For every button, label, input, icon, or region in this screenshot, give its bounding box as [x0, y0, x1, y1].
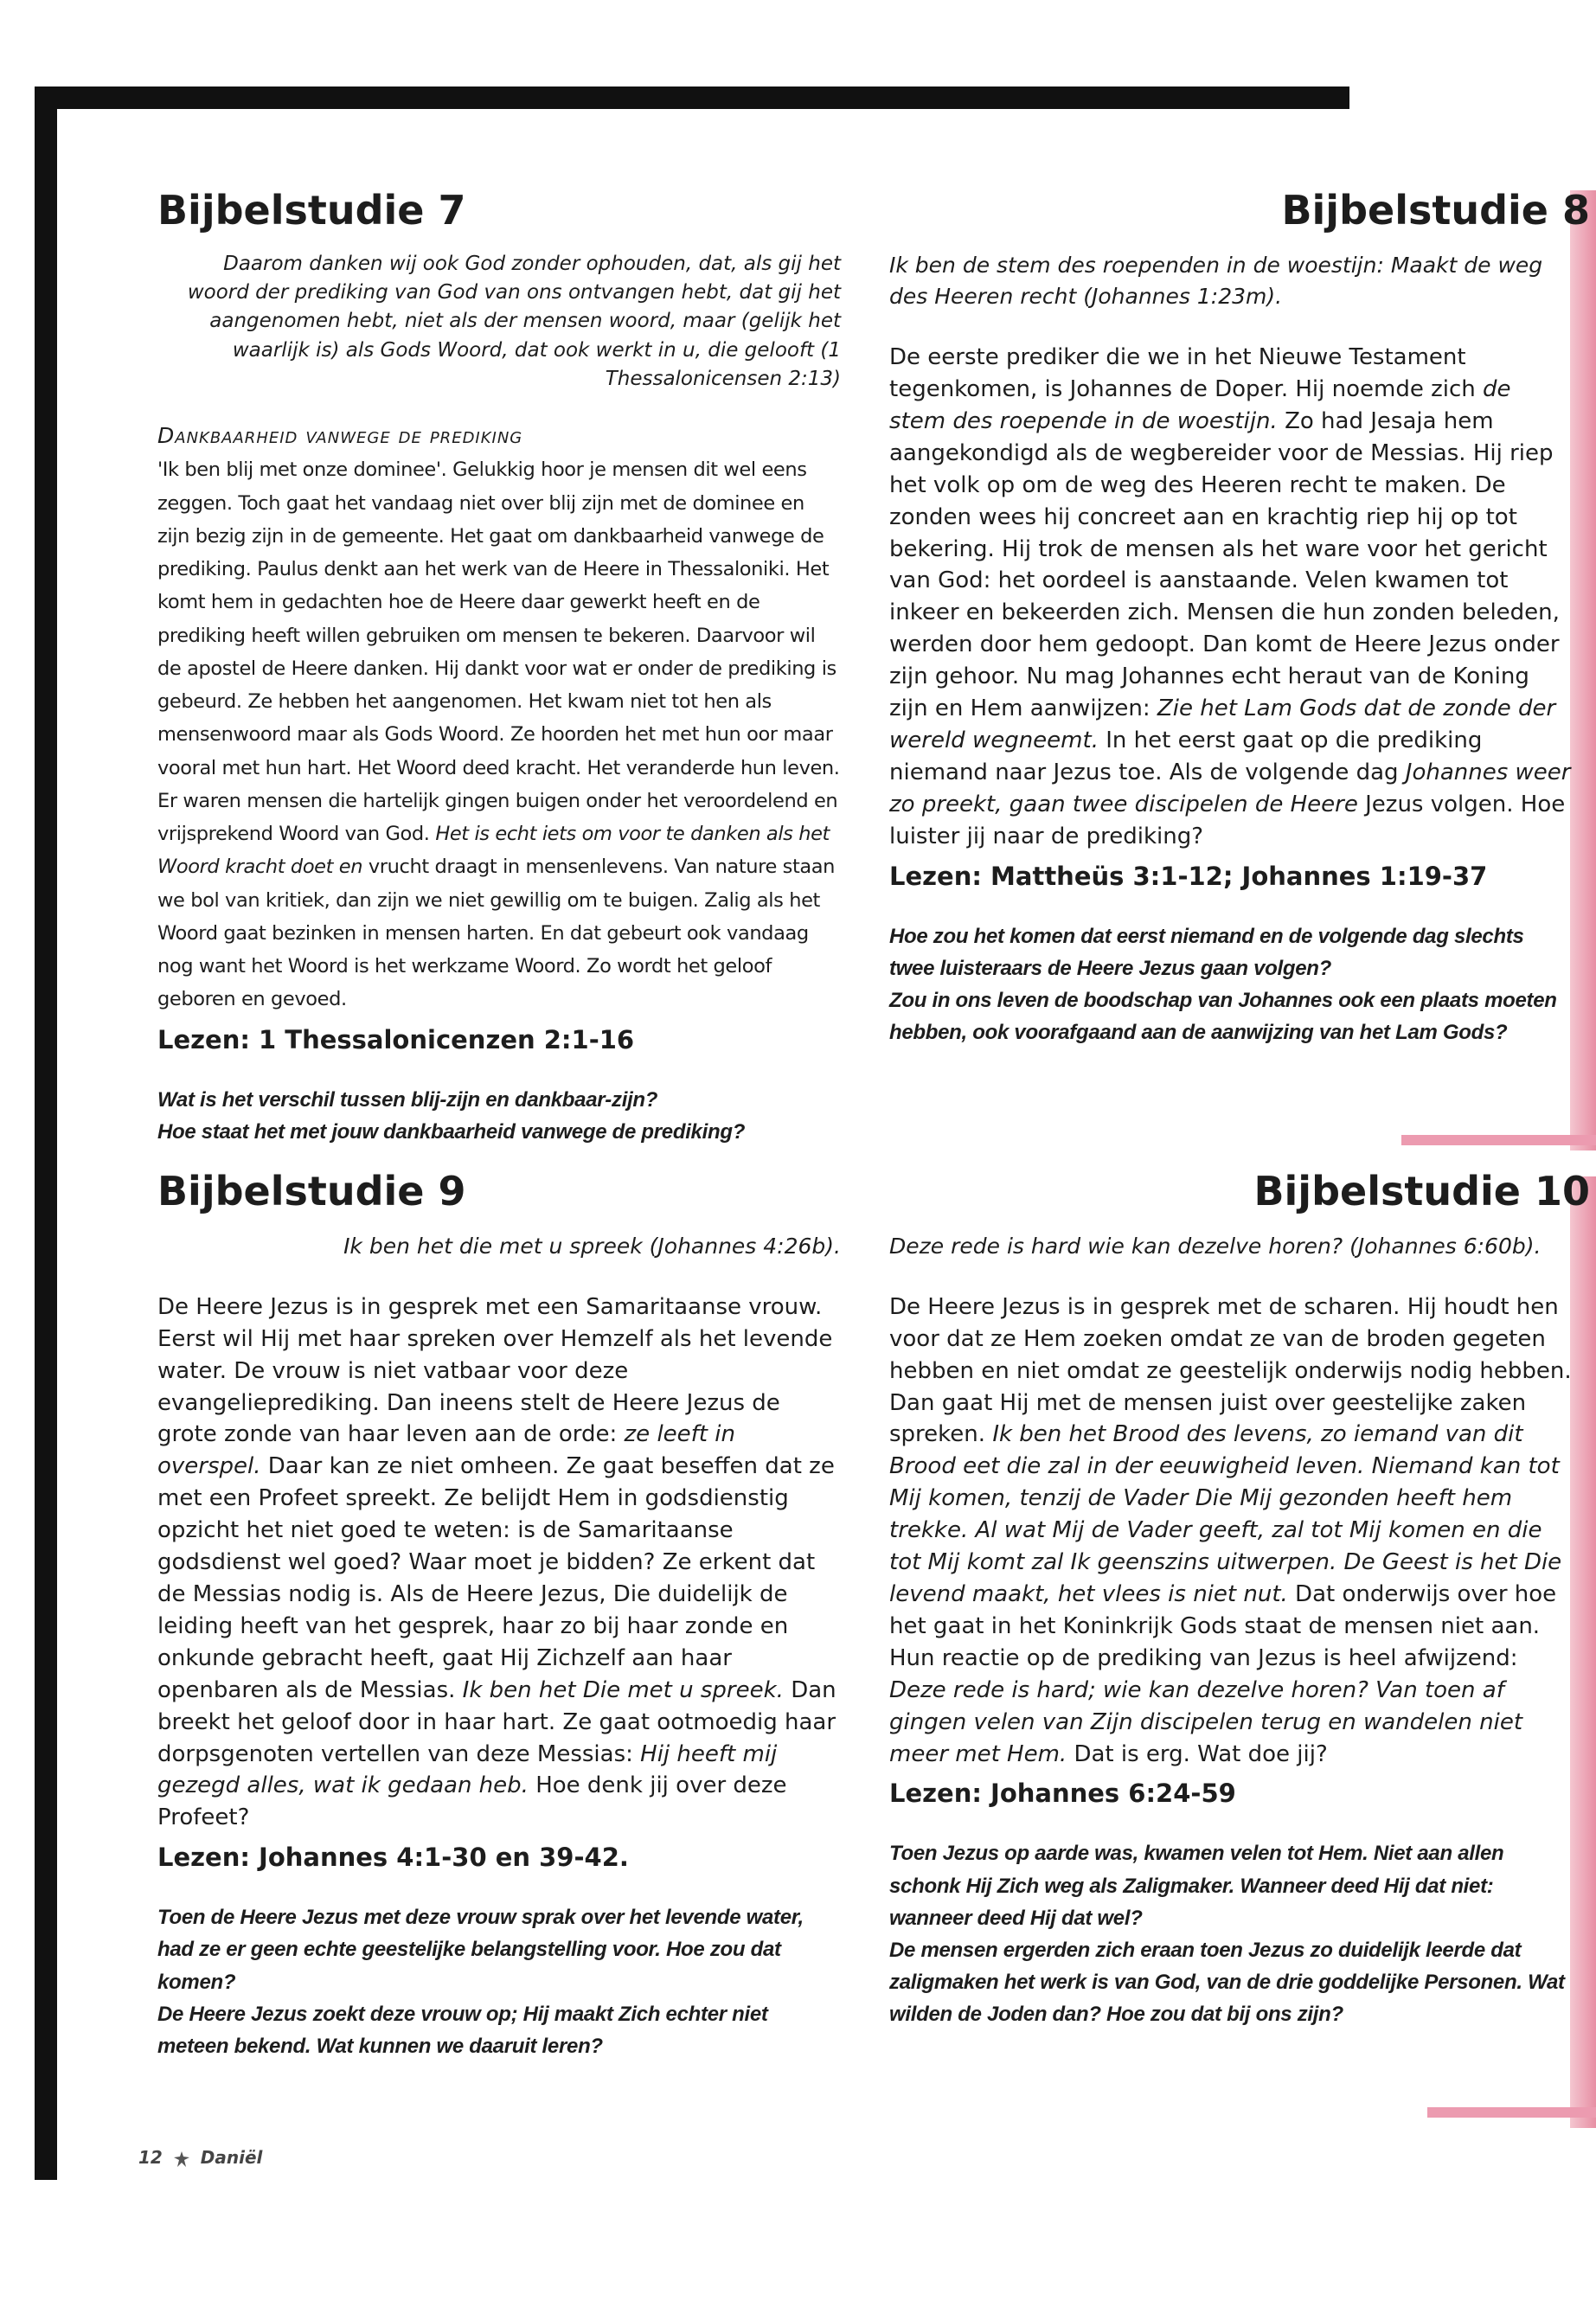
study-7-quote: Daarom danken wij ook God zonder ophouden, dat, als gij het woord der prediking van God van ons ontvangen hebt, dat gij het aangenomen hebt, niet als der mensen woord, maar (gelijk het waarlijk is) als Gods Woord, dat ook werkt in u, die gelooft (1 Thessalonicensen 2:13) — [187, 252, 841, 390]
study-9-reading: Lezen: Johannes 4:1-30 en 39-42. — [157, 1843, 629, 1873]
study-9-body-3: Dan breekt het geloof door in haar hart. Ze gaat ootmoedig haar dorpsgenoten vertellen van deze Messias: — [157, 1676, 836, 1767]
study-10-body-3: Dat is erg. Wat doe jij? — [1074, 1740, 1328, 1767]
study-9-quote: Ik ben het die met u spreek (Johannes 4:26b). — [343, 1233, 841, 1259]
page-footer — [138, 2147, 262, 2168]
magazine-name: Daniël — [200, 2147, 263, 2168]
study-9-question-1: Toen de Heere Jezus met deze vrouw sprak over het levende water, had ze er geen echte geestelijke belangstelling voor. Hoe zou dat komen? — [157, 1906, 804, 1994]
page-number: 12 — [138, 2147, 163, 2168]
study-7-body-italic: Het is echt iets om voor te danken als het Woord kracht doet en — [157, 823, 830, 879]
study-10-body-italic-2: Deze rede is hard; wie kan dezelve horen? Van toen af gingen velen van Zijn discipelen terug en wandelen niet meer met Hem. — [889, 1676, 1523, 1767]
study-7-body-tail: vrucht draagt in mensenlevens. Van nature staan we bol van kritiek, dan zijn we niet gewillig om te buigen. Zalig als het Woord gaat bezinken in mensen harten. En dat gebeurt ook vandaag nog want het Woord is het werkzame Woord. Zo wordt het geloof geboren en gevoed. — [157, 856, 836, 1011]
pink-strip-bottom — [1427, 2107, 1596, 2118]
study-8-body-4: Jezus volgen. Hoe luister jij naar de prediking? — [889, 791, 1566, 849]
study-9-body-italic-3: Hij heeft mij gezegd alles, wat ik gedaan heb. — [157, 1740, 778, 1799]
study-9-body-1: De Heere Jezus is in gesprek met een Samaritaanse vrouw. Eerst wil Hij met haar spreken over Hemzelf als het levende water. De vrouw is niet vatbaar voor deze evangelieprediking. Dan ineens stelt de Heere Jezus de grote zonde van haar leven aan de orde: — [157, 1293, 833, 1448]
study-9 — [157, 1170, 841, 2062]
study-10-quote: Deze rede is hard wie kan dezelve horen? (Johannes 6:60b). — [889, 1233, 1542, 1259]
pink-strip-top — [1401, 1135, 1596, 1145]
study-10 — [889, 1168, 1590, 2031]
study-7-body — [157, 453, 841, 1016]
study-10-question-1: Toen Jezus op aarde was, kwamen velen tot Hem. Niet aan allen schonk Hij Zich weg als Zaligmaker. Wanneer deed Hij dat niet: wanneer deed Hij dat wel? — [889, 1842, 1504, 1930]
study-8-reading: Lezen: Mattheüs 3:1-12; Johannes 1:19-37 — [889, 861, 1488, 891]
study-10-question-2: De mensen ergerden zich eraan toen Jezus zo duidelijk leerde dat zaligmaken het werk is van God, van de drie goddelijke Personen. Wat wilden de Joden dan? Hoe zou dat bij ons zijn? — [889, 1939, 1565, 2027]
study-8-body-2: Zo had Jesaja hem aangekondigd als de wegbereider voor de Messias. Hij riep het volk op om de weg des Heeren recht te maken. De zonden wees hij concreet aan en krachtig riep hij op tot bekering. Hij trok de mensen als het ware voor het gericht van God: het oordeel is aanstaande. Velen kwamen tot inkeer en bekeerden zich. Mensen die hun zonden beleden, werden door hem gedoopt. Dan komt de Heere Jezus onder zijn gehoor. Nu mag Johannes echt heraut van de Koning zijn en Hem aanwijzen: — [889, 407, 1560, 722]
scan-edge-left — [35, 87, 57, 2180]
study-9-question-2: De Heere Jezus zoekt deze vrouw op; Hij maakt Zich echter niet meteen bekend. Wat kunnen we daaruit leren? — [157, 2002, 768, 2058]
study-7-title: Bijbelstudie 7 — [157, 187, 466, 234]
pink-edge-tab-bottom — [1570, 1176, 1596, 2128]
study-9-body-2: Daar kan ze niet omheen. Ze gaat beseffen dat ze met een Profeet spreekt. Ze belijdt Hem in godsdienstig opzicht het niet goed te weten: is de Samaritaanse godsdienst wel goed? Waar moet je bidden? Ze erkent dat de Messias nodig is. Als de Heere Jezus, Die duidelijk de leiding heeft van het gesprek, haar zo bij haar zonde en onkunde gebracht heeft, gaat Hij Zichzelf aan haar openbaren als de Messias. — [157, 1453, 835, 1703]
study-7-question-1: Wat is het verschil tussen blij-zijn en dankbaar-zijn? — [157, 1087, 658, 1112]
study-8-quote: Ik ben de stem des roependen in de woestijn: Maakt de weg des Heeren recht (Johannes 1:23m). — [889, 252, 1543, 309]
study-7-subhead: Dankbaarheid vanwege de prediking — [157, 423, 523, 449]
pink-edge-tab-top — [1570, 190, 1596, 1150]
study-7 — [157, 189, 841, 1148]
study-9-body — [157, 1292, 841, 1834]
fleur-de-lis-icon — [172, 2150, 191, 2168]
study-10-reading: Lezen: Johannes 6:24-59 — [889, 1779, 1236, 1809]
study-10-body — [889, 1292, 1573, 1771]
study-9-body-italic-2: Ik ben het Die met u spreek. — [462, 1676, 784, 1703]
study-8-body — [889, 342, 1573, 853]
study-8-body-italic-1: de stem des roepende in de woestijn. — [889, 376, 1511, 434]
study-9-body-4: Hoe denk jij over deze Profeet? — [157, 1772, 787, 1831]
study-7-reading: Lezen: 1 Thessalonicenzen 2:1-16 — [157, 1024, 635, 1054]
study-7-question-2: Hoe staat het met jouw dankbaarheid vanwege de prediking? — [157, 1119, 746, 1144]
study-8-question-2: Zou in ons leven de boodschap van Johannes ook een plaats moeten hebben, ook voorafgaand aan de aanwijzing van het Lam Gods? — [889, 988, 1557, 1045]
study-8-body-italic-3: Johannes weer zo preekt, gaan twee discipelen de Heere — [889, 759, 1571, 817]
study-10-body-2: Dat onderwijs over hoe het gaat in het Koninkrijk Gods staat de mensen niet aan. Hun reactie op de prediking van Jezus is heel afwijzend: — [889, 1581, 1557, 1671]
study-9-body-italic-1: ze leeft in overspel. — [157, 1421, 735, 1480]
study-10-body-1: De Heere Jezus is in gesprek met de scharen. Hij houdt hen voor dat ze Hem zoeken omdat ze van de broden gegeten hebben en niet omdat ze geestelijk onderwijs nodig hebben. Dan gaat Hij met de mensen juist over geestelijke zaken spreken. — [889, 1293, 1572, 1448]
study-8-question-1: Hoe zou het komen dat eerst niemand en de volgende dag slechts twee luisteraars de Heere Jezus gaan volgen? — [889, 924, 1524, 980]
study-8-body-1: De eerste prediker die we in het Nieuwe Testament tegenkomen, is Johannes de Doper. Hij noemde zich — [889, 344, 1476, 402]
study-8-body-italic-2: Zie het Lam Gods dat de zonde der wereld wegneemt. — [889, 695, 1556, 753]
study-8-body-3: In het eerst gaat op die prediking niemand naar Jezus toe. Als de volgende dag — [889, 727, 1483, 785]
study-9-title: Bijbelstudie 9 — [157, 1168, 466, 1215]
study-10-body-italic-1: Ik ben het Brood des levens, zo iemand van dit Brood eet die zal in der eeuwigheid leven. Niemand kan tot Mij komen, tenzij de Vader Die Mij gezonden heeft hem trekke. Al wat Mij de Vader geeft, zal tot Mij komen en die tot Mij komt zal Ik geenszins uitwerpen. De Geest is het Die levend maakt, het vlees is niet nut. — [889, 1421, 1562, 1607]
scan-edge-top — [35, 87, 1349, 109]
study-10-title: Bijbelstudie 10 — [1253, 1168, 1590, 1215]
study-8-title: Bijbelstudie 8 — [1281, 187, 1590, 234]
study-7-body-text: 'Ik ben blij met onze dominee'. Gelukkig hoor je mensen dit wel eens zeggen. Toch gaat het vandaag niet over blij zijn met de dominee en zijn bezig zijn in de gemeente. Het gaat om dankbaarheid vanwege de prediking. Paulus denkt aan het werk van de Heere in Thessaloniki. Het komt hem in gedachten hoe de Heere daar gewerkt heeft en de prediking heeft willen gebruiken om mensen te bekeren. Daarvoor wil de apostel de Heere danken. Hij dankt voor wat er onder de prediking is gebeurd. Ze hebben het aangenomen. Het kwam niet tot hen als mensenwoord maar als Gods Woord. Ze hoorden het met hun oor maar vooral met hun hart. Het Woord deed kracht. Het veranderde hun leven. Er waren mensen die hartelijk gingen buigen onder het veroordelend en vrijsprekend Woord van God. — [157, 458, 840, 846]
study-8 — [889, 187, 1590, 1048]
